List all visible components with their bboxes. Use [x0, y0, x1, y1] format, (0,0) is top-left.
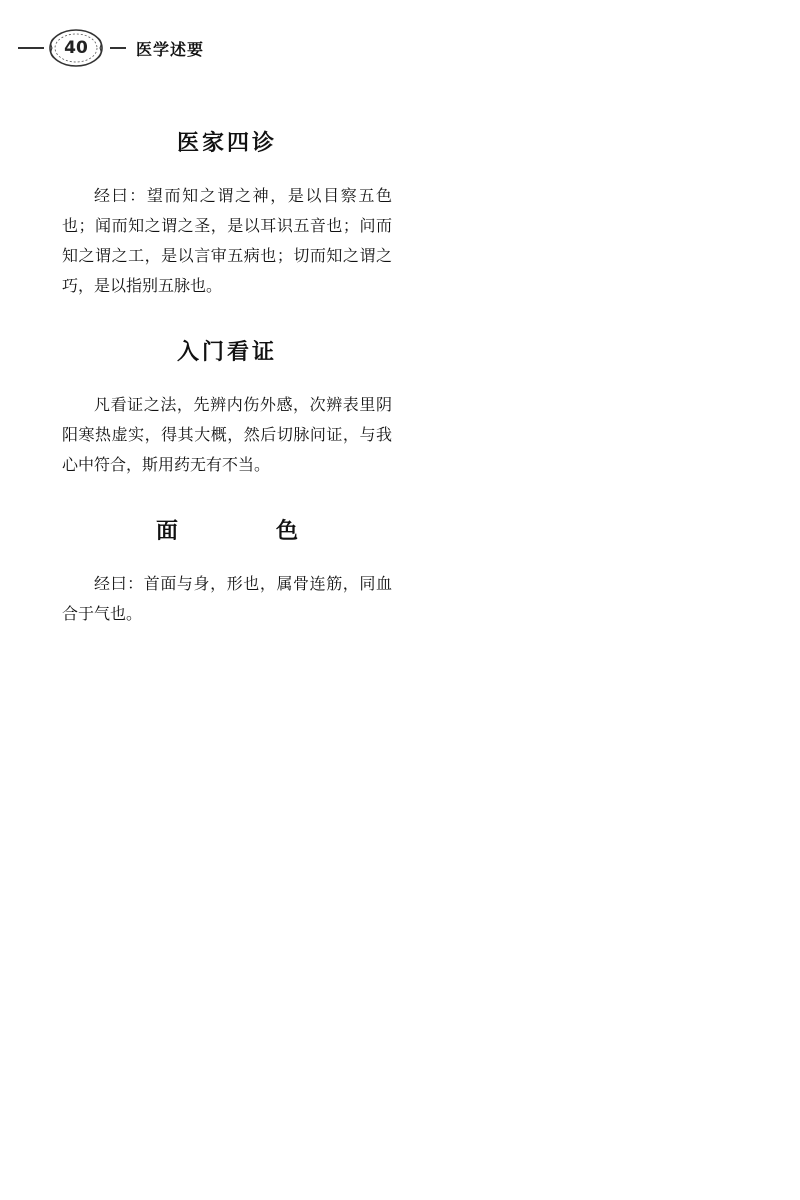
- section-facial-color: [62, 514, 392, 629]
- page-number-badge: [48, 28, 104, 68]
- running-header: [18, 26, 418, 70]
- section-entry-examination: [62, 335, 392, 480]
- section-title: 医家四诊: [176, 131, 277, 156]
- paragraph: 经曰：首面与身，形也，属骨连筋，同血合于气也。: [62, 574, 392, 623]
- header-rule-right: [110, 47, 126, 49]
- header-rule-left: [18, 47, 44, 49]
- right-column: [418, 96, 742, 1176]
- running-title: 医学述要: [136, 40, 205, 59]
- page-number: 40: [64, 38, 88, 58]
- section-title: 面 色: [155, 519, 336, 544]
- left-column: [62, 96, 392, 1176]
- paragraph: 经曰：望而知之谓之神，是以目察五色也；闻而知之谓之圣，是以耳识五音也；问而知之谓之工，是以言审五病也；切而知之谓之巧，是以指别五脉也。: [62, 186, 392, 295]
- paragraph: 凡看证之法，先辨内伤外感，次辨表里阴阳寒热虚实，得其大概，然后切脉问证，与我心中符合，斯用药无有不当。: [62, 395, 392, 474]
- section-title: 入门看证: [176, 340, 277, 365]
- section-four-diagnoses: [62, 126, 392, 301]
